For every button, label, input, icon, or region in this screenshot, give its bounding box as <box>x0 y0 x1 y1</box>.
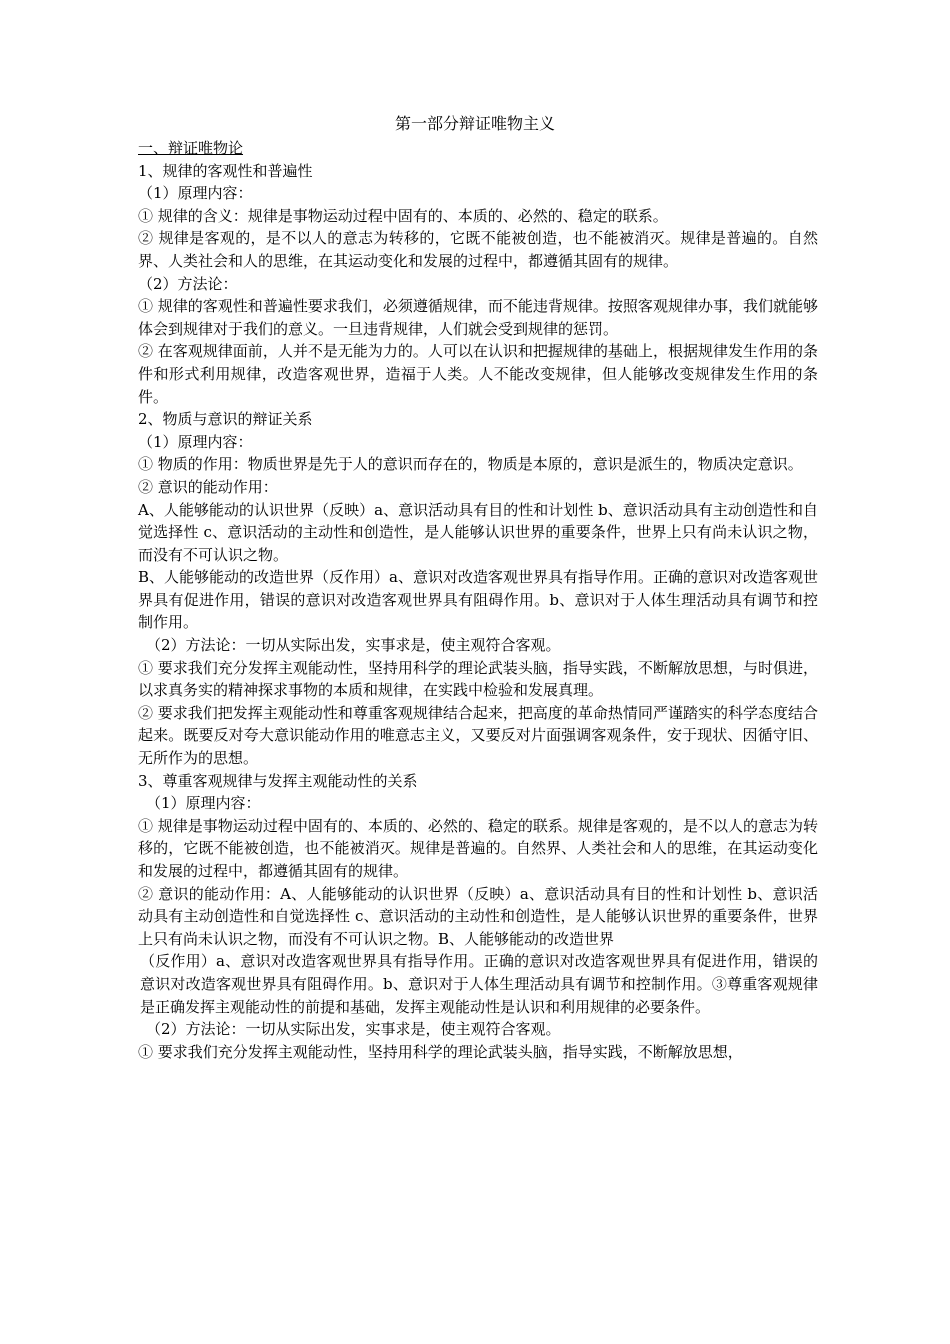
paragraph: ① 规律的客观性和普遍性要求我们，必须遵循规律，而不能违背规律。按照客观规律办事，我们就能够体会到规律对于我们的意义。一旦违背规律，人们就会受到规律的惩罚。 <box>138 297 818 338</box>
paragraph: B、人能够能动的改造世界（反作用）a、意识对改造客观世界具有指导作用。正确的意识对改造客观世界具有促进作用，错误的意识对改造客观世界具有阻碍作用。b、意识对于人体生理活动具有调节和控制作用。 <box>138 568 818 632</box>
paragraph: （2）方法论： <box>138 274 238 293</box>
paragraph: （1）原理内容： <box>146 794 261 813</box>
paragraph: ② 要求我们把发挥主观能动性和尊重客观规律结合起来，把高度的革命热情同严谨踏实的科学态度结合起来。既要反对夸大意识能动作用的唯意志主义，又要反对片面强调客观条件，安于现状、因循守旧、无所作为的思想。 <box>138 703 818 768</box>
paragraph: ① 物质的作用：物质世界是先于人的意识而存在的，物质是本原的，意识是派生的，物质决定意识。 <box>138 455 803 474</box>
section-heading: 一、辩证唯物论 <box>138 139 244 157</box>
document-body <box>138 137 818 1063</box>
subsection-heading: 3、尊重客观规律与发挥主观能动性的关系 <box>138 771 418 790</box>
paragraph: （2）方法论：一切从实际出发，实事求是，使主观符合客观。 <box>146 1020 561 1039</box>
paragraph: （1）原理内容： <box>138 432 253 451</box>
paragraph: ① 规律是事物运动过程中固有的、本质的、必然的、稳定的联系。规律是客观的，是不以人的意志为转移的，它既不能被创造，也不能被消灭。规律是普遍的。自然界、人类社会和人的思维，在其运动变化和发展的过程中，都遵循其固有的规律。 <box>138 816 818 880</box>
paragraph: ① 规律的含义：规律是事物运动过程中固有的、本质的、必然的、稳定的联系。 <box>138 206 668 225</box>
subsection-heading: 2、物质与意识的辩证关系 <box>138 410 313 429</box>
paragraph: ② 意识的能动作用： <box>138 477 278 496</box>
document-title: 第一部分辩证唯物主义 <box>394 114 555 133</box>
paragraph: ① 要求我们充分发挥主观能动性，坚持用科学的理论武装头脑，指导实践，不断解放思想， <box>138 1042 743 1061</box>
paragraph: ② 意识的能动作用：A、人能够能动的认识世界（反映）a、意识活动具有目的性和计划性 b、意识活动具有主动创造性和自觉选择性 c、意识活动的主动性和创造性，是人能够认识世界的重要条件，世界上只有尚未认识之物，而没有不可认识之物。B、人能够能动的改造世界 <box>138 884 818 948</box>
subsection-heading: 1、规律的客观性和普遍性 <box>138 161 313 180</box>
paragraph: （2）方法论：一切从实际出发，实事求是，使主观符合客观。 <box>146 636 561 655</box>
paragraph: （1）原理内容： <box>138 184 253 203</box>
paragraph: A、人能够能动的认识世界（反映）a、意识活动具有目的性和计划性 b、意识活动具有主动创造性和自觉选择性 c、意识活动的主动性和创造性，是人能够认识世界的重要条件，世界上只有尚未认识之物，而没有不可认识之物。 <box>138 500 818 564</box>
paragraph: （反作用）a、意识对改造客观世界具有指导作用。正确的意识对改造客观世界具有促进作用，错误的意识对改造客观世界具有阻碍作用。b、意识对于人体生理活动具有调节和控制作用。③尊重客观规律是正确发挥主观能动性的前提和基础，发挥主观能动性是认识和利用规律的必要条件。 <box>140 952 818 1016</box>
paragraph: ① 要求我们充分发挥主观能动性，坚持用科学的理论武装头脑，指导实践，不断解放思想，与时俱进，以求真务实的精神探求事物的本质和规律，在实践中检验和发展真理。 <box>138 658 818 700</box>
paragraph: ② 规律是客观的，是不以人的意志为转移的，它既不能被创造，也不能被消灭。规律是普遍的。自然界、人类社会和人的思维，在其运动变化和发展的过程中，都遵循其固有的规律。 <box>138 229 818 270</box>
paragraph: ② 在客观规律面前，人并不是无能为力的。人可以在认识和把握规律的基础上，根据规律发生作用的条件和形式利用规律，改造客观世界，造福于人类。人不能改变规律，但人能够改变规律发生作用的条件。 <box>138 342 818 406</box>
